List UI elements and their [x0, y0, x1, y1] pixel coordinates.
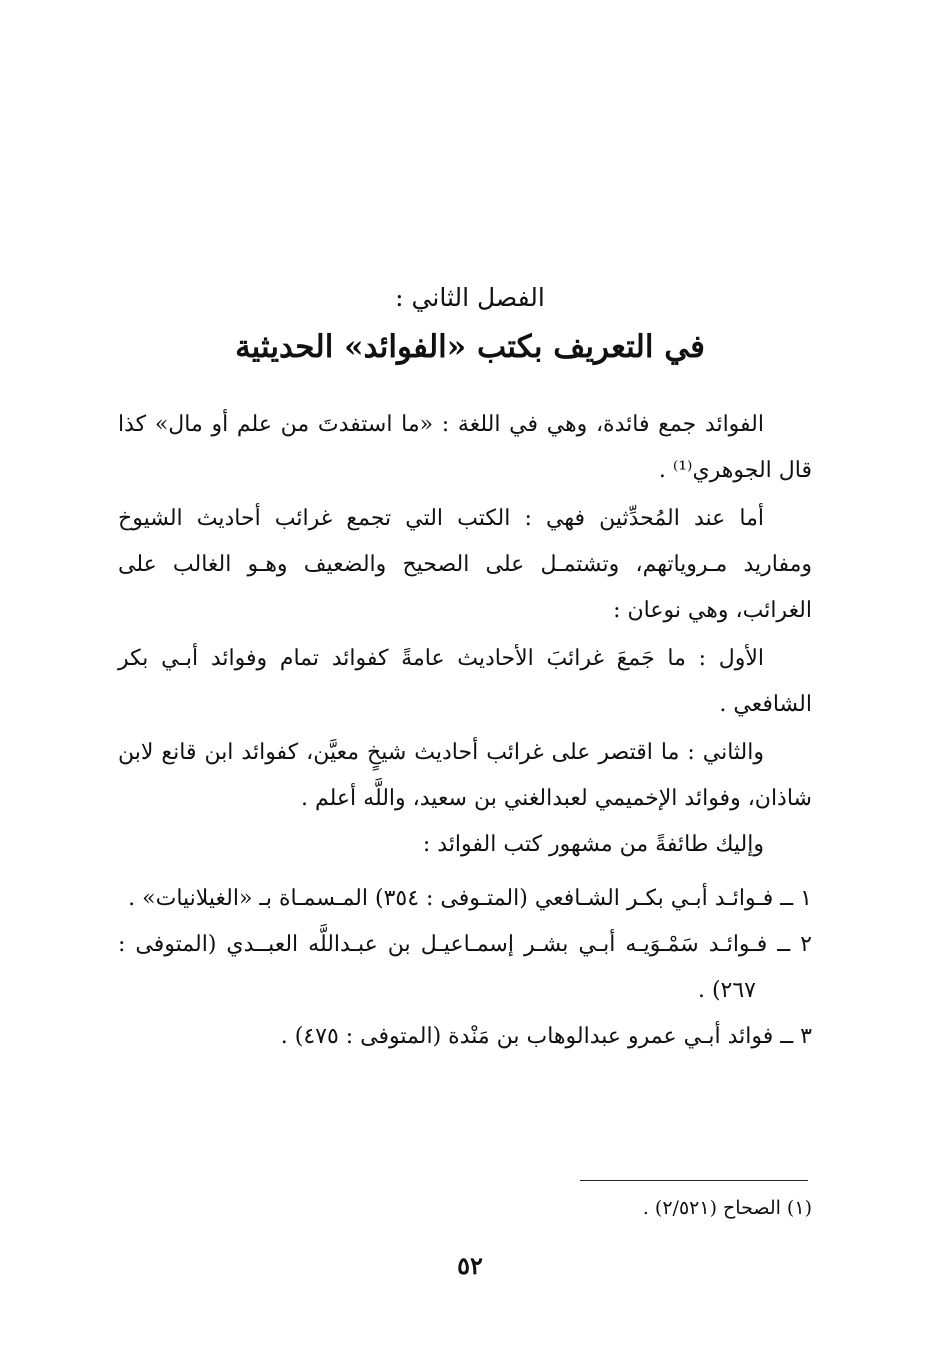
page-number: ٥٢ — [457, 1251, 483, 1280]
paragraph-second-type: والثاني : ما اقتصر على غرائب أحاديث شيخٍ معيَّن، كفوائد ابن قانع لابن شاذان، وفوائد الإخميمي لعبدالغني بن سعيد، واللَّه أعلم . — [118, 740, 812, 811]
list-item: ٢ ــ فـوائـد سَمْـوَيـه أبـي بشـر إسمـاعيـل بن عبـداللَّه العبــدي (المتوفى : ٢٦٧) . — [118, 932, 812, 1003]
chapter-label: الفصل الثاني : — [395, 283, 545, 312]
list-item: ١ ــ فـوائـد أبـي بكـر الشـافعي (المتـوفى : ٣٥٤) المـسمـاة بـ «الغيلانيات» . — [128, 886, 812, 911]
list-item: ٣ ــ فوائد أبـي عمرو عبدالوهاب بن مَنْدة (المتوفى : ٤٧٥) . — [280, 1024, 812, 1049]
footnote: (١) الصحاح (٢/٥٢١) . — [642, 1197, 812, 1219]
main-text — [118, 402, 812, 1060]
paragraph-definition-language: الفوائد جمع فائدة، وهي في اللغة : «ما استفدتَ من علم أو مال» كذا قال الجوهري⁽¹⁾ . — [118, 412, 812, 483]
chapter-title: في التعريف بكتب «الفوائد» الحديثية — [235, 329, 705, 365]
footnote-divider — [580, 1180, 808, 1181]
paragraph-definition-muhaddithin: أما عند المُحدِّثين فهي : الكتب التي تجمع غرائب أحاديث الشيوخ ومفاريد مـروياتهم، وتشتمـل على الصحيح والضعيف وهـو الغالب على الغرائب، وهي نوعان : — [118, 506, 812, 623]
paragraph-first-type: الأول : ما جَمعَ غرائبَ الأحاديث عامةً كفوائد تمام وفوائد أبـي بكر الشافعي . — [118, 646, 812, 717]
paragraph-list-intro: وإليك طائفةً من مشهور كتب الفوائد : — [422, 832, 764, 857]
